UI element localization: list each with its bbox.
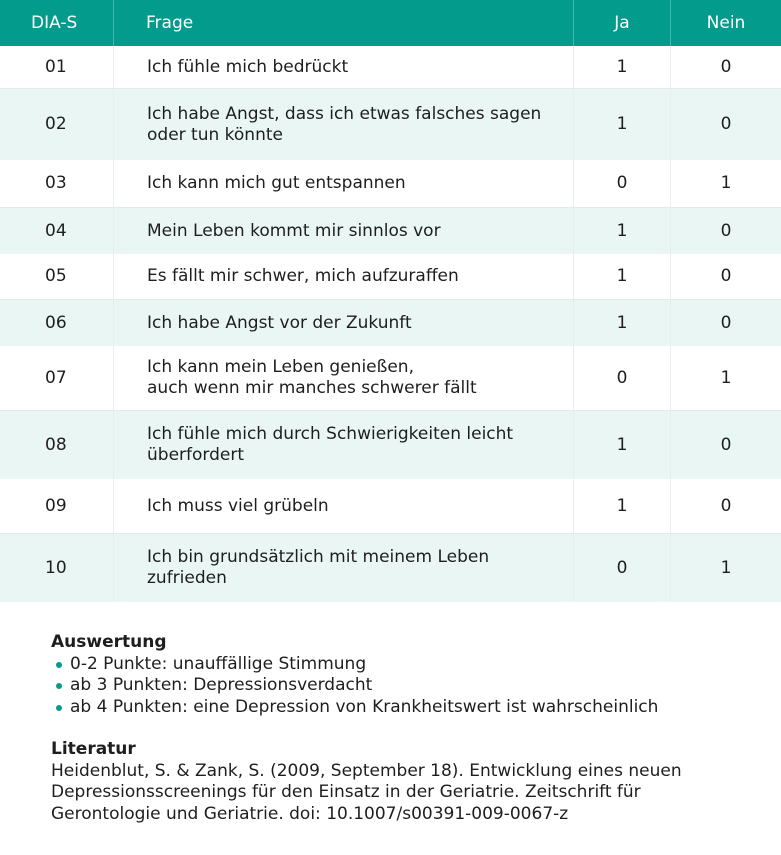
row-nein: 0 (720, 495, 732, 516)
table-row (0, 89, 781, 160)
header-dia-s: DIA-S (0, 0, 114, 46)
list-item: ab 4 Punkten: eine Depression von Krankheitswert ist wahrscheinlich (51, 697, 751, 719)
header-nein: Nein (706, 12, 746, 33)
literatur-text: Heidenblut, S. & Zank, S. (2009, September 18). Entwicklung eines neuen Depressionsscreenings für den Einsatz in der Geriatrie. Zeitschrift für Gerontologie und Geriatrie. doi: 10.1007/s00391-009-0067-z (51, 760, 682, 824)
row-ja: 1 (574, 46, 671, 88)
row-id: 06 (0, 300, 114, 346)
row-frage: Ich fühle mich durch Schwierigkeiten leicht überfordert (114, 411, 574, 479)
row-frage-line1: Ich kann mein Leben genießen, (147, 357, 414, 377)
row-nein: 1 (720, 173, 732, 193)
row-ja: 1 (574, 89, 671, 160)
row-ja: 0 (574, 534, 671, 602)
row-ja: 1 (574, 411, 671, 479)
table-row (0, 479, 781, 534)
row-frage: Ich kann mich gut entspannen (114, 160, 574, 207)
table-row (0, 254, 781, 300)
row-id: 03 (0, 160, 114, 207)
row-frage: Ich muss viel grübeln (114, 479, 574, 533)
row-id: 02 (0, 89, 114, 160)
table-row (0, 46, 781, 89)
row-frage-line2: auch wenn mir manches schwerer fällt (147, 378, 477, 398)
row-frage: Ich habe Angst, dass ich etwas falsches sagen oder tun könnte (114, 89, 574, 160)
row-frage: Ich bin grundsätzlich mit meinem Leben zufrieden (114, 534, 574, 602)
row-frage: Ich habe Angst vor der Zukunft (114, 300, 574, 346)
row-ja: 1 (574, 300, 671, 346)
table-row (0, 300, 781, 346)
row-id: 08 (0, 411, 114, 479)
row-nein: 0 (720, 114, 732, 134)
table-row (0, 160, 781, 208)
table-row (0, 411, 781, 479)
row-nein: 0 (720, 56, 732, 77)
table-row (0, 208, 781, 254)
row-id: 05 (0, 254, 114, 299)
literatur-section (51, 739, 751, 825)
row-id: 09 (0, 479, 114, 533)
row-frage (114, 346, 574, 410)
auswertung-list (51, 654, 751, 719)
row-frage: Ich fühle mich bedrückt (114, 46, 574, 88)
footer-notes (51, 632, 751, 825)
row-ja: 0 (574, 160, 671, 207)
row-id: 04 (0, 208, 114, 254)
row-id: 07 (0, 346, 114, 410)
table-row (0, 534, 781, 602)
header-ja: Ja (574, 0, 671, 46)
table-header (0, 0, 781, 46)
row-ja: 1 (574, 254, 671, 299)
row-nein: 1 (720, 557, 732, 578)
row-frage: Es fällt mir schwer, mich aufzuraffen (114, 254, 574, 299)
row-nein: 0 (720, 312, 732, 333)
auswertung-heading: Auswertung (51, 632, 167, 652)
row-nein: 0 (720, 266, 732, 286)
list-item: ab 3 Punkten: Depressionsverdacht (51, 675, 751, 697)
row-nein: 0 (720, 220, 732, 241)
row-id: 10 (0, 534, 114, 602)
row-ja: 1 (574, 208, 671, 254)
row-nein: 1 (720, 367, 732, 388)
row-ja: 1 (574, 479, 671, 533)
row-ja: 0 (574, 346, 671, 410)
header-frage: Frage (114, 0, 574, 46)
literatur-heading: Literatur (51, 739, 136, 759)
row-nein: 0 (720, 434, 732, 455)
row-frage: Mein Leben kommt mir sinnlos vor (114, 208, 574, 254)
row-id: 01 (0, 46, 114, 88)
list-item: 0-2 Punkte: unauffällige Stimmung (51, 654, 751, 676)
table-row (0, 346, 781, 411)
